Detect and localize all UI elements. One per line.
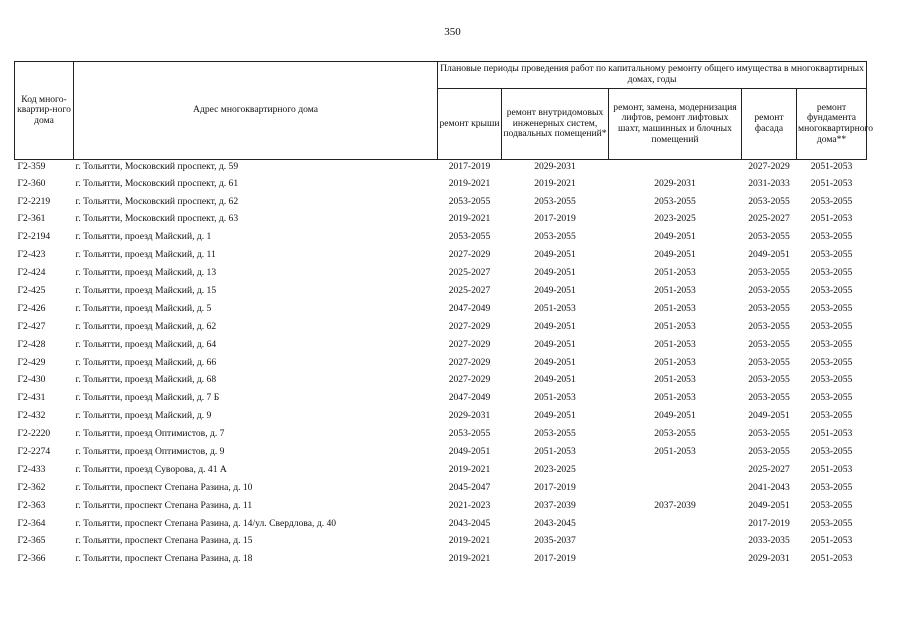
cell-code: Г2-2194 [17,231,51,243]
cell-foundation: 2051-2053 [810,161,853,173]
cell-foundation: 2051-2053 [810,213,853,225]
table-row [15,264,867,282]
cell-address: г. Тольятти, проезд Оптимистов, д. 9 [75,446,225,458]
page-number: 350 [444,26,461,38]
cell-facade: 2041-2043 [748,481,790,493]
cell-roof: 2021-2023 [448,499,491,511]
cell-lifts: 2049-2051 [654,249,696,261]
cell-code: Г2-363 [17,499,46,511]
cell-facade: 2053-2055 [748,267,790,279]
cell-systems: 2051-2053 [534,392,576,404]
cell-code: Г2-359 [17,161,46,173]
repair-schedule-table [14,61,874,569]
cell-systems: 2017-2019 [534,553,576,565]
cell-lifts: 2037-2039 [654,499,696,511]
cell-code: Г2-2220 [17,428,51,440]
cell-lifts: 2051-2053 [654,356,696,368]
cell-address: г. Тольятти, проезд Майский, д. 9 [75,410,212,422]
cell-foundation: 2051-2053 [810,463,853,475]
cell-systems: 2049-2051 [534,410,576,422]
cell-facade: 2053-2055 [748,392,790,404]
cell-roof: 2019-2021 [448,463,491,475]
cell-foundation: 2053-2055 [810,267,853,279]
cell-code: Г2-361 [17,213,46,225]
cell-address: г. Тольятти, проезд Майский, д. 13 [75,267,217,279]
cell-code: Г2-366 [17,553,46,565]
cell-code: Г2-424 [17,267,46,279]
cell-address: г. Тольятти, проспект Степана Разина, д. 15 [75,535,253,547]
cell-facade: 2053-2055 [748,374,790,386]
cell-systems: 2053-2055 [534,231,576,243]
cell-address: г. Тольятти, проезд Майский, д. 68 [75,374,217,386]
cell-systems: 2035-2037 [534,535,576,547]
cell-facade: 2017-2019 [748,517,790,529]
table-row [15,425,867,443]
cell-roof: 2043-2045 [448,517,491,529]
cell-facade: 2049-2051 [748,499,790,511]
cell-roof: 2019-2021 [448,177,491,189]
table-row [15,318,867,336]
header-roof: ремонт крыши [438,89,502,160]
cell-lifts: 2051-2053 [654,374,696,386]
cell-roof: 2019-2021 [448,535,491,547]
cell-address: г. Тольятти, проезд Суворова, д. 41 А [75,463,227,475]
cell-facade: 2053-2055 [748,320,790,332]
table-row [15,372,867,390]
table-row [15,229,867,247]
cell-address: г. Тольятти, проспект Степана Разина, д. 11 [75,499,253,511]
cell-foundation: 2053-2055 [810,446,853,458]
cell-facade: 2053-2055 [748,446,790,458]
cell-code: Г2-425 [17,285,46,297]
cell-address: г. Тольятти, проезд Майский, д. 7 Б [75,392,220,404]
cell-address: г. Тольятти, проезд Майский, д. 15 [75,285,217,297]
cell-lifts [609,479,742,497]
cell-address: г. Тольятти, проезд Майский, д. 11 [75,249,216,261]
cell-lifts: 2051-2053 [654,320,696,332]
cell-code: Г2-432 [17,410,46,422]
cell-systems: 2049-2051 [534,249,576,261]
cell-address: г. Тольятти, проезд Майский, д. 1 [75,231,212,243]
cell-foundation: 2053-2055 [810,338,853,350]
cell-code: Г2-429 [17,356,46,368]
cell-address: г. Тольятти, проспект Степана Разина, д. 14/ул. Свердлова, д. 40 [75,517,337,529]
cell-foundation: 2053-2055 [810,249,853,261]
cell-code: Г2-427 [17,320,46,332]
cell-facade: 2053-2055 [748,356,790,368]
cell-roof: 2027-2029 [448,374,491,386]
cell-code: Г2-431 [17,392,46,404]
table-row [15,211,867,229]
cell-facade: 2053-2055 [748,428,790,440]
cell-lifts: 2051-2053 [654,285,696,297]
cell-systems: 2051-2053 [534,302,576,314]
cell-code: Г2-428 [17,338,46,350]
cell-facade: 2053-2055 [748,285,790,297]
cell-code: Г2-426 [17,302,46,314]
cell-foundation: 2053-2055 [810,356,853,368]
cell-facade: 2027-2029 [748,161,790,173]
cell-foundation: 2053-2055 [810,231,853,243]
cell-lifts [609,160,742,176]
cell-roof: 2019-2021 [448,553,491,565]
table-row [15,282,867,300]
table-row [15,479,867,497]
cell-lifts: 2049-2051 [654,410,696,422]
cell-lifts: 2053-2055 [654,428,696,440]
cell-systems: 2049-2051 [534,285,576,297]
cell-code: Г2-365 [17,535,46,547]
cell-lifts [609,533,742,551]
cell-facade: 2053-2055 [748,195,790,207]
cell-roof: 2047-2049 [448,302,491,314]
table-row [15,533,867,551]
cell-foundation: 2053-2055 [810,392,853,404]
cell-facade: 2049-2051 [748,410,790,422]
cell-lifts: 2049-2051 [654,231,696,243]
cell-roof: 2027-2029 [448,320,491,332]
cell-roof: 2053-2055 [448,195,491,207]
cell-facade: 2031-2033 [748,177,790,189]
cell-roof: 2025-2027 [448,285,491,297]
cell-lifts: 2051-2053 [654,302,696,314]
table-row [15,461,867,479]
cell-code: Г2-2274 [17,446,51,458]
cell-systems: 2049-2051 [534,374,576,386]
table-row [15,193,867,211]
cell-systems: 2053-2055 [534,428,576,440]
cell-roof: 2053-2055 [448,231,491,243]
cell-systems: 2049-2051 [534,356,576,368]
table-body [15,160,867,569]
cell-facade: 2025-2027 [748,463,790,475]
table-header [15,62,874,160]
cell-systems: 2037-2039 [534,499,576,511]
header-facade: ремонт фасада [742,89,797,160]
cell-systems: 2049-2051 [534,338,576,350]
cell-lifts: 2051-2053 [654,392,696,404]
cell-lifts [609,551,742,569]
cell-address: г. Тольятти, проезд Майский, д. 5 [75,302,212,314]
table-row [15,497,867,515]
cell-lifts: 2051-2053 [654,446,696,458]
cell-foundation: 2053-2055 [810,302,853,314]
cell-address: г. Тольятти, проезд Майский, д. 66 [75,356,217,368]
cell-facade: 2053-2055 [748,338,790,350]
cell-foundation: 2053-2055 [810,410,853,422]
table-row [15,247,867,265]
cell-foundation: 2051-2053 [810,428,853,440]
table-row [15,175,867,193]
cell-address: г. Тольятти, проезд Майский, д. 62 [75,320,217,332]
cell-address: г. Тольятти, проспект Степана Разина, д. 18 [75,553,253,565]
cell-systems: 2049-2051 [534,267,576,279]
cell-code: Г2-362 [17,481,46,493]
cell-lifts: 2029-2031 [654,177,696,189]
cell-lifts [609,461,742,479]
header-foundation: ремонт фундамента многоквартирного дома** [797,89,867,160]
cell-systems: 2051-2053 [534,446,576,458]
cell-roof: 2025-2027 [448,267,491,279]
cell-code: Г2-360 [17,177,46,189]
header-address: Адрес многоквартирного дома [74,62,438,160]
cell-address: г. Тольятти, Московский проспект, д. 62 [75,195,239,207]
table-row [15,336,867,354]
cell-address: г. Тольятти, проезд Оптимистов, д. 7 [75,428,225,440]
cell-facade: 2025-2027 [748,213,790,225]
cell-address: г. Тольятти, Московский проспект, д. 63 [75,213,239,225]
cell-roof: 2049-2051 [448,446,491,458]
cell-systems: 2053-2055 [534,195,576,207]
cell-lifts [609,515,742,533]
cell-roof: 2017-2019 [448,161,491,173]
table-row [15,408,867,426]
cell-roof: 2027-2029 [448,356,491,368]
cell-systems: 2049-2051 [534,320,576,332]
table-row [15,443,867,461]
cell-roof: 2045-2047 [448,481,491,493]
table-row [15,354,867,372]
cell-roof: 2047-2049 [448,392,491,404]
cell-address: г. Тольятти, проезд Майский, д. 64 [75,338,217,350]
cell-foundation: 2053-2055 [810,320,853,332]
cell-foundation: 2053-2055 [810,499,853,511]
cell-lifts: 2023-2025 [654,213,696,225]
cell-foundation: 2051-2053 [810,177,853,189]
cell-address: г. Тольятти, Московский проспект, д. 61 [75,177,239,189]
cell-systems: 2017-2019 [534,481,576,493]
cell-code: Г2-430 [17,374,46,386]
header-lifts: ремонт, замена, модернизация лифтов, ремонт лифтовых шахт, машинных и блочных помещений [609,89,742,160]
table-row [15,300,867,318]
cell-systems: 2043-2045 [534,517,576,529]
table-row [15,160,867,176]
header-periods-group: Плановые периоды проведения работ по капитальному ремонту общего имущества в многоквартирных домах, годы [438,62,867,89]
cell-systems: 2017-2019 [534,213,576,225]
cell-lifts: 2051-2053 [654,338,696,350]
cell-facade: 2053-2055 [748,231,790,243]
cell-foundation: 2053-2055 [810,374,853,386]
cell-code: Г2-364 [17,517,46,529]
cell-facade: 2029-2031 [748,553,790,565]
cell-roof: 2027-2029 [448,249,491,261]
header-systems: ремонт внутридомовых инженерных систем, подвальных помещений* [502,89,609,160]
cell-facade: 2053-2055 [748,302,790,314]
cell-foundation: 2053-2055 [810,517,853,529]
cell-foundation: 2053-2055 [810,481,853,493]
cell-code: Г2-2219 [17,195,51,207]
cell-foundation: 2051-2053 [810,535,853,547]
cell-systems: 2023-2025 [534,463,576,475]
cell-foundation: 2051-2053 [810,553,853,565]
cell-address: г. Тольятти, проспект Степана Разина, д. 10 [75,481,253,493]
cell-facade: 2049-2051 [748,249,790,261]
cell-systems: 2029-2031 [534,161,576,173]
cell-roof: 2029-2031 [448,410,491,422]
cell-roof: 2027-2029 [448,338,491,350]
table-row [15,515,867,533]
table-row [15,551,867,569]
cell-code: Г2-433 [17,463,46,475]
cell-roof: 2019-2021 [448,213,491,225]
cell-address: г. Тольятти, Московский проспект, д. 59 [75,161,239,173]
header-code: Код много-квартир-ного дома [15,62,74,160]
cell-code: Г2-423 [17,249,46,261]
cell-facade: 2033-2035 [748,535,790,547]
cell-foundation: 2053-2055 [810,285,853,297]
cell-lifts: 2053-2055 [654,195,696,207]
cell-systems: 2019-2021 [534,177,576,189]
cell-roof: 2053-2055 [448,428,491,440]
cell-lifts: 2051-2053 [654,267,696,279]
cell-foundation: 2053-2055 [810,195,853,207]
table-row [15,390,867,408]
